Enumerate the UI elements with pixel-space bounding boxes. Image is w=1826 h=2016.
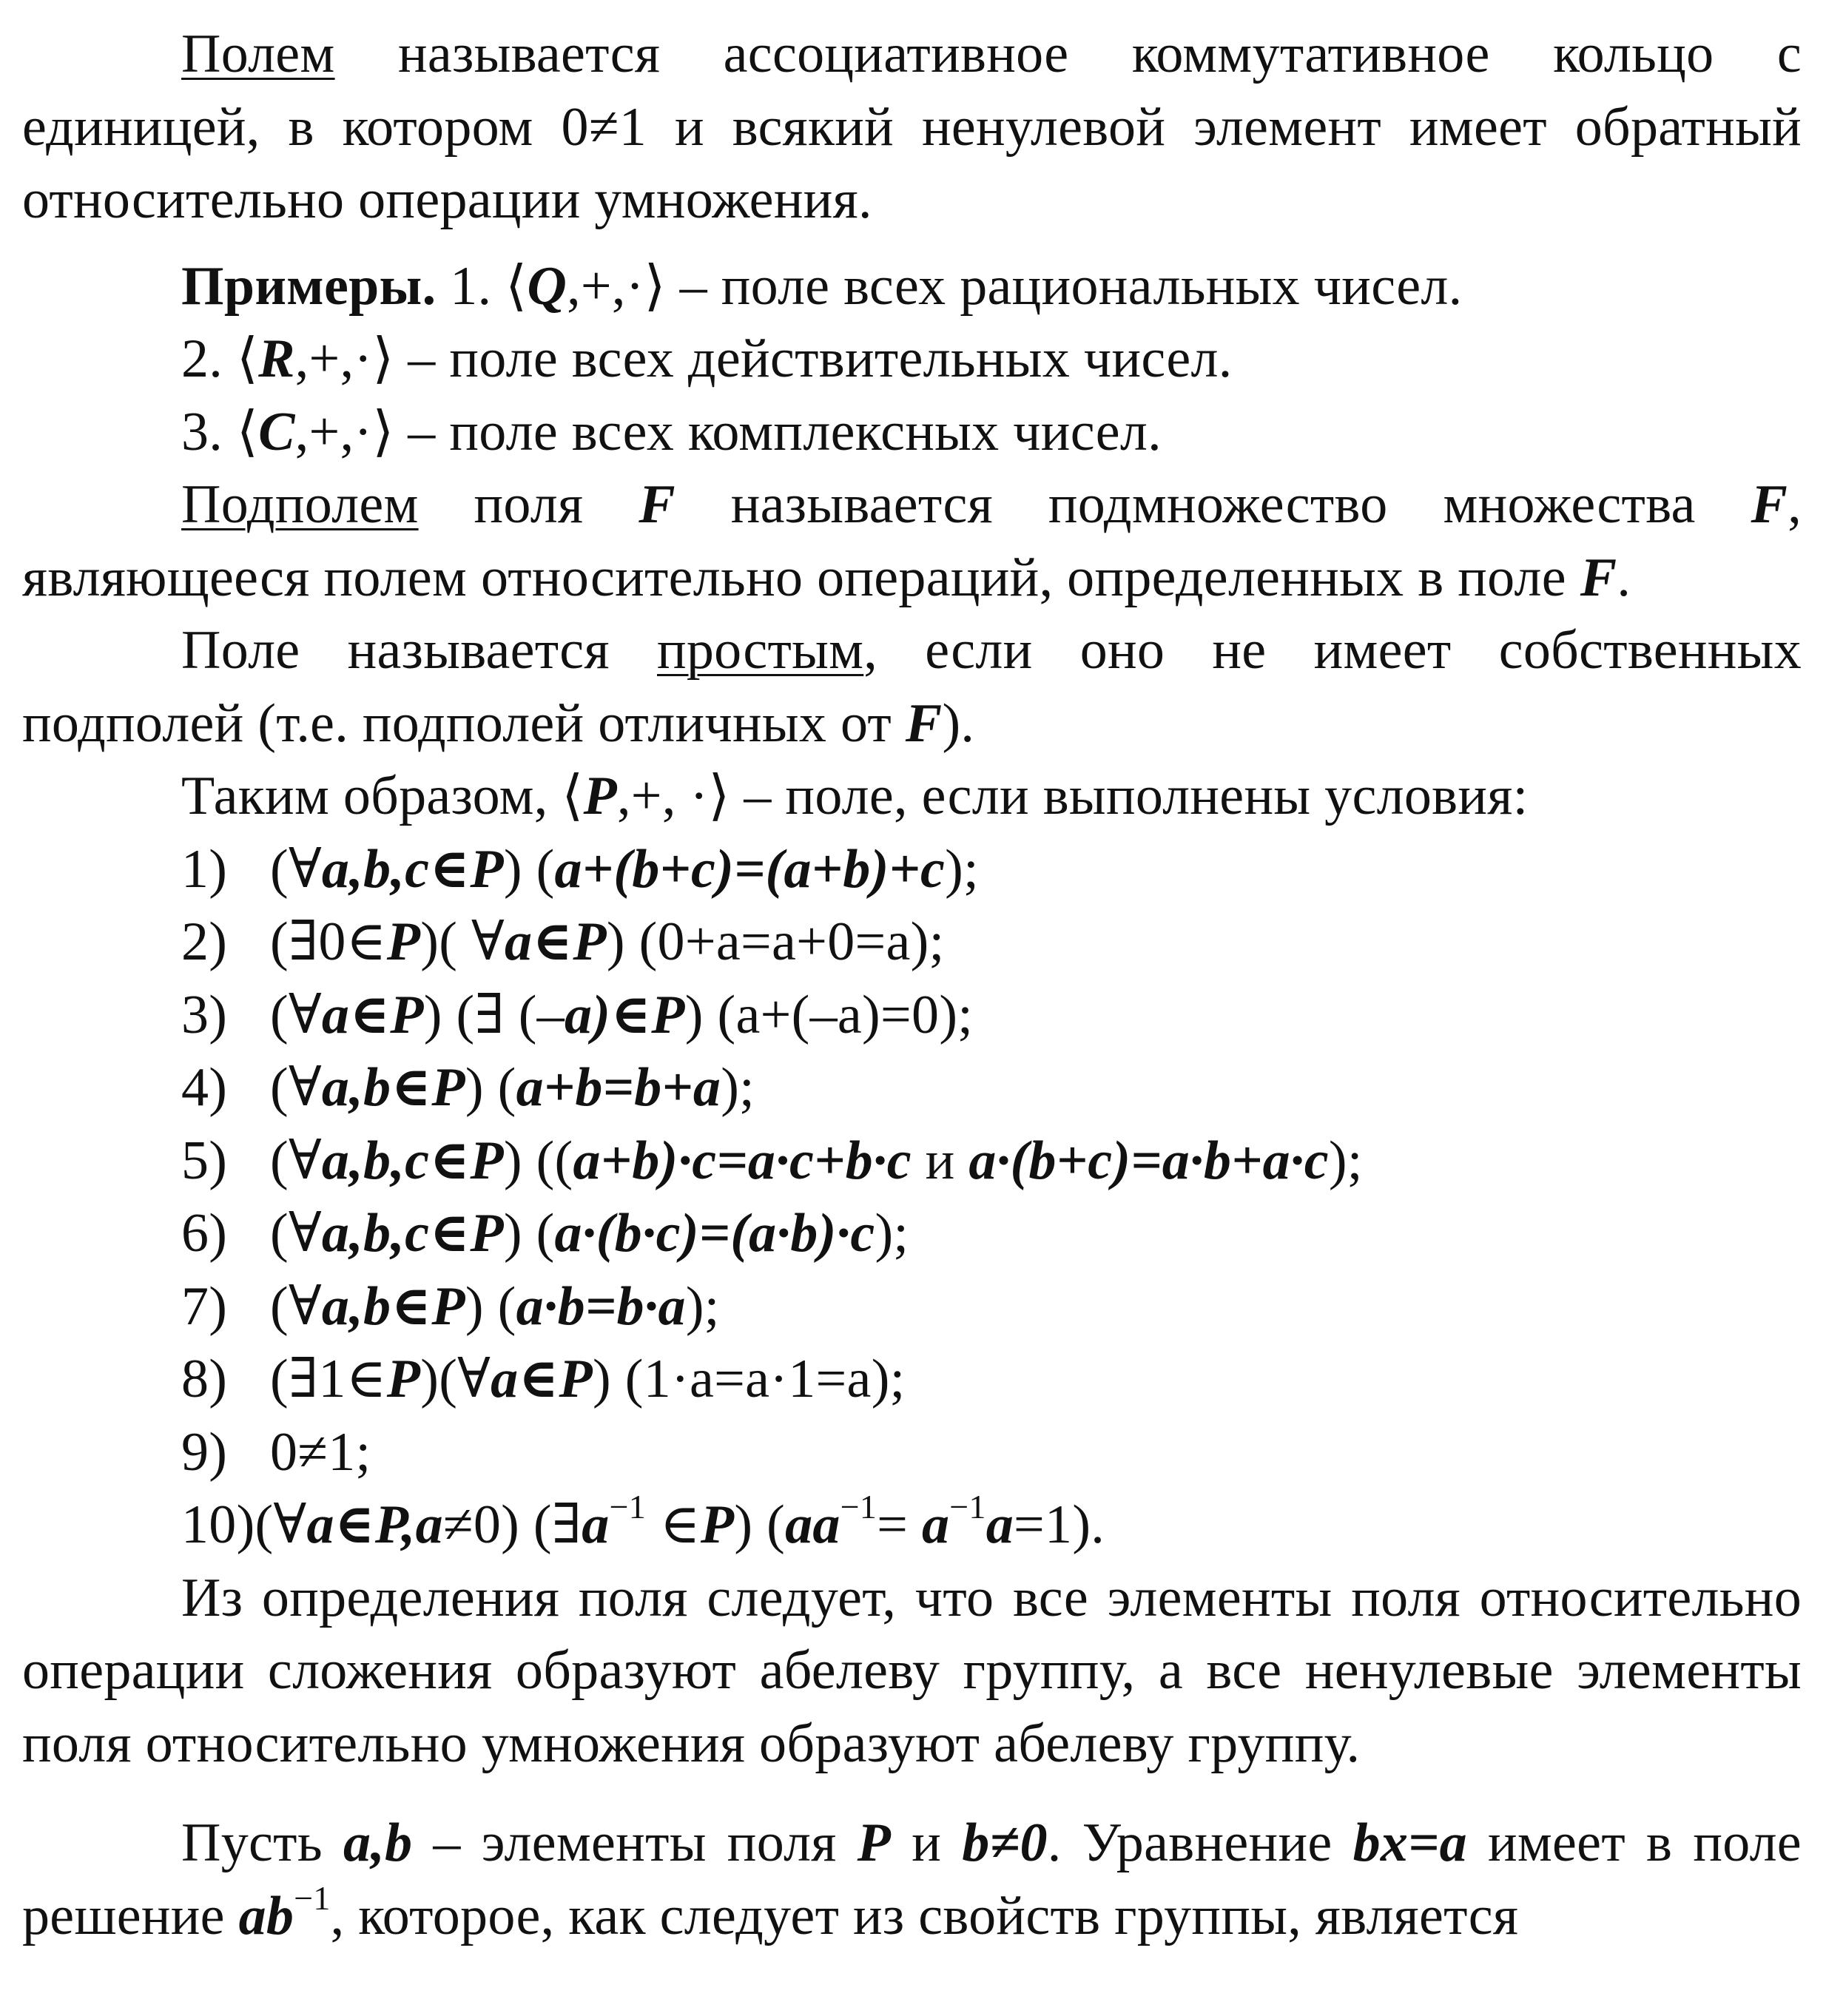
condition-1-q: (∀ [270, 838, 322, 900]
example-1-ops: ,+,·⟩ [567, 255, 666, 317]
eq-t6: , которое, как следует из свойств группы, является [330, 1885, 1519, 1946]
condition-10-num: 10) [181, 1494, 255, 1555]
condition-4-end: ); [721, 1057, 755, 1118]
c10-v2: a [582, 1494, 610, 1555]
condition-7-end: ); [685, 1275, 720, 1337]
condition-5-mid: и [911, 1130, 969, 1191]
c10-t2: ≠0) (∃ [442, 1494, 582, 1555]
condition-9 [22, 1416, 1802, 1489]
conditions-intro [22, 760, 1802, 833]
example-3-set: C [258, 401, 295, 462]
condition-9-q: 0≠1; [270, 1421, 371, 1483]
condition-4-e: a+b=b+a [516, 1057, 721, 1118]
prime-var: F [905, 692, 943, 754]
intro-text-1: Таким образом, ⟨ [181, 766, 584, 826]
condition-1-end: ); [945, 838, 979, 900]
subfield-var-2: F [1751, 474, 1788, 535]
condition-7 [22, 1270, 1802, 1344]
eq-t5: имеет в поле решение [22, 1813, 1802, 1946]
example-3 [22, 396, 1802, 469]
eq-t4: . Уравнение [1047, 1813, 1353, 1873]
field-definition [22, 18, 1802, 237]
condition-2-v: P [386, 911, 421, 972]
document-page [22, 18, 1802, 1952]
condition-5 [22, 1125, 1802, 1198]
abelian-group-paragraph [22, 1562, 1802, 1781]
term-subfield: Подполем [181, 474, 419, 535]
condition-2-q2: )( ∀ [420, 911, 505, 972]
c10-sup2: −1 [840, 1488, 877, 1526]
example-2 [22, 323, 1802, 396]
term-prime: простым [656, 620, 864, 681]
example-1-desc: – поле всех рациональных чисел. [665, 255, 1463, 317]
subfield-text-2: называется подмножество множества [675, 474, 1751, 535]
example-2-desc: – поле всех действительных чисел. [394, 328, 1233, 389]
subfield-text-1: поля [418, 474, 639, 535]
c10-v4: aa [785, 1494, 840, 1555]
condition-3-n: 3) [181, 984, 228, 1045]
subfield-text-4: . [1617, 547, 1631, 608]
condition-8-e: a∈P [491, 1349, 593, 1409]
condition-2-q: (∃0∈ [270, 911, 387, 972]
condition-7-v: a,b∈P [321, 1275, 465, 1337]
condition-1-v: a,b,c∈P [321, 838, 504, 900]
condition-1-q2: ) ( [503, 838, 555, 900]
condition-1 [22, 833, 1802, 906]
c10-t4: ) ( [734, 1494, 786, 1555]
condition-5-q2: ) (( [503, 1130, 573, 1191]
condition-1-n: 1) [181, 838, 228, 900]
example-1-num: 1. ⟨ [436, 255, 528, 317]
eq-t1: Пусть [181, 1813, 343, 1873]
condition-5-end: ); [1328, 1130, 1363, 1191]
condition-2-end: ) (0+a=a+0=a); [606, 911, 945, 972]
condition-6-e: a·(b·c)=(a·b)·c [554, 1203, 875, 1264]
condition-7-q: (∀ [270, 1275, 322, 1337]
condition-3-e: a)∈P [564, 984, 685, 1045]
eq-t3: и [891, 1813, 963, 1873]
condition-6-q: (∀ [270, 1203, 322, 1264]
condition-5-e2: a·(b+c)=a·b+a·c [968, 1130, 1329, 1191]
condition-6 [22, 1197, 1802, 1270]
examples-label: Примеры. [181, 255, 437, 317]
term-field: Полем [181, 24, 335, 84]
example-3-num: 3. ⟨ [181, 401, 259, 462]
condition-3-end: ) (a+(–a)=0); [684, 984, 974, 1045]
condition-5-q: (∀ [270, 1130, 322, 1191]
condition-9-n: 9) [181, 1421, 228, 1483]
intro-var: P [583, 766, 617, 826]
c10-v5: a [921, 1494, 950, 1555]
condition-4-v: a,b∈P [321, 1057, 465, 1118]
abelian-text: Из определения поля следует, что все элементы поля относительно операции сложения образуют абелеву группу, а все ненулевые элементы поля относительно умножения образуют абелеву группу. [22, 1567, 1802, 1774]
condition-7-n: 7) [181, 1275, 228, 1337]
condition-10 [22, 1489, 1802, 1562]
condition-2-n: 2) [181, 911, 228, 972]
condition-2-e: a∈P [504, 911, 607, 972]
example-1 [22, 250, 1802, 323]
example-2-num: 2. ⟨ [181, 328, 259, 389]
condition-5-n: 5) [181, 1130, 228, 1191]
condition-4-n: 4) [181, 1057, 228, 1118]
eq-ab: a,b [343, 1813, 413, 1873]
c10-t5: = [877, 1494, 922, 1555]
condition-6-v: a,b,c∈P [321, 1203, 504, 1264]
subfield-definition [22, 468, 1802, 614]
condition-8-v: P [386, 1349, 421, 1409]
conditions-list [22, 833, 1802, 1489]
field-definition-text: называется ассоциативное коммутативное кольцо с единицей, в котором 0≠1 и всякий ненулевой элемент имеет обратный относительно операции умножения. [22, 24, 1802, 230]
subfield-var-3: F [1580, 547, 1617, 608]
eq-b0: b≠0 [962, 1813, 1048, 1873]
condition-6-end: ); [875, 1203, 909, 1264]
prime-field-definition [22, 614, 1802, 760]
c10-v3: P [700, 1494, 735, 1555]
condition-8-end: ) (1·a=a·1=a); [593, 1349, 906, 1409]
condition-5-v: a,b,c∈P [321, 1130, 504, 1191]
condition-8-q: (∃1∈ [270, 1349, 387, 1409]
condition-8-n: 8) [181, 1349, 228, 1409]
equation-paragraph [22, 1807, 1802, 1952]
condition-4-q2: ) ( [465, 1057, 516, 1118]
c10-v1: a∈P,a [306, 1494, 443, 1555]
condition-4 [22, 1051, 1802, 1125]
condition-3 [22, 979, 1802, 1052]
c10-sup1: −1 [609, 1488, 646, 1526]
condition-5-e: a+b)·c=a·c+b·c [573, 1130, 912, 1191]
c10-v6: a [986, 1494, 1014, 1555]
example-1-set: Q [527, 255, 567, 317]
condition-1-e: a+(b+c)=(a+b)+c [554, 838, 946, 900]
prime-text-1: Поле называется [181, 620, 657, 681]
eq-sol: ab [238, 1885, 294, 1946]
prime-text-2: , если оно не имеет собственных подполей (т.е. подполей отличных от [22, 620, 1802, 754]
example-3-desc: – поле всех комплексных чисел. [394, 401, 1162, 462]
condition-6-n: 6) [181, 1203, 228, 1264]
c10-t6: =1). [1014, 1494, 1105, 1555]
condition-3-v: a∈P [321, 984, 424, 1045]
eq-P: P [857, 1813, 892, 1873]
example-2-ops: ,+,·⟩ [294, 328, 394, 389]
condition-7-q2: ) ( [465, 1275, 516, 1337]
eq-eq: bx=a [1352, 1813, 1467, 1873]
condition-3-q: (∀ [270, 984, 322, 1045]
subfield-var-1: F [639, 474, 676, 535]
subfield-text-3: , являющееся полем относительно операций, определенных в поле [22, 474, 1802, 608]
example-2-set: R [258, 328, 295, 389]
c10-sup3: −1 [949, 1488, 986, 1526]
condition-3-q2: ) (∃ (– [423, 984, 565, 1045]
condition-4-q: (∀ [270, 1057, 322, 1118]
c10-t3: ∈ [645, 1494, 701, 1555]
condition-6-q2: ) ( [503, 1203, 555, 1264]
prime-text-3: ). [942, 692, 975, 754]
c10-t1: (∀ [255, 1494, 307, 1555]
eq-sup: −1 [294, 1878, 331, 1917]
condition-7-e: a·b=b·a [516, 1275, 686, 1337]
condition-2 [22, 906, 1802, 979]
condition-8-q2: )(∀ [420, 1349, 491, 1409]
condition-8 [22, 1343, 1802, 1416]
eq-t2: – элементы поля [412, 1813, 858, 1873]
example-3-ops: ,+,·⟩ [294, 401, 394, 462]
intro-text-2: ,+, ·⟩ – поле, если выполнены условия: [616, 766, 1529, 826]
